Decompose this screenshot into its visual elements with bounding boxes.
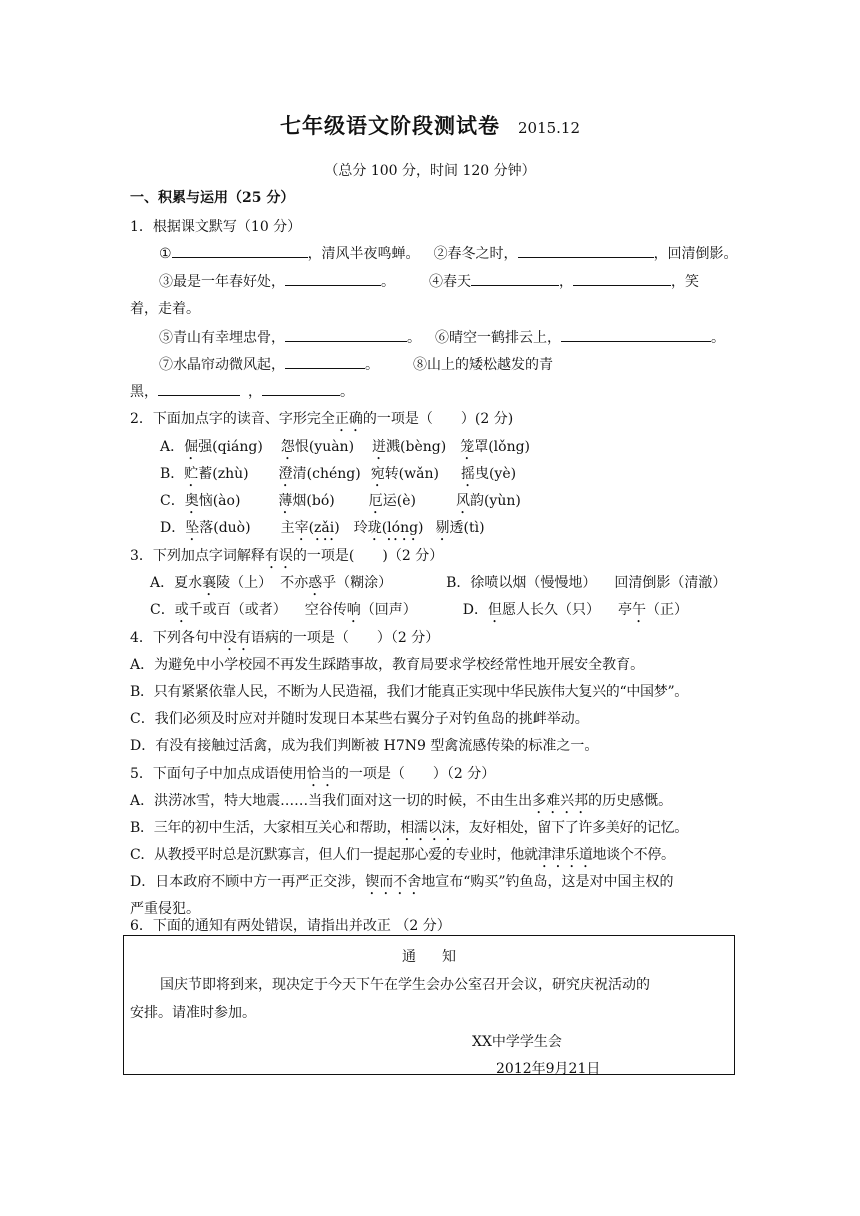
q4-stem-text: 语病的一项是（ ）（2 分）	[250, 630, 440, 646]
answer-blank[interactable]	[158, 381, 240, 396]
option-text: （回声）	[360, 602, 417, 618]
exam-date: 2015.12	[517, 119, 581, 137]
dotted-char: 剔	[435, 520, 450, 536]
option-text: 乎（糊涂）	[322, 575, 393, 591]
q5-option-d-cont: 严重侵犯。	[130, 901, 200, 917]
q2-stem-text: 的一项是（ ）(2 分)	[362, 411, 514, 427]
q3-option-b[interactable]	[446, 575, 726, 591]
option-text: C．从教授平时总是沉默寡言，但人们一提起那心爱的专业时，他就	[130, 847, 538, 863]
answer-blank[interactable]	[285, 271, 381, 286]
q1-text: ，	[559, 274, 573, 290]
option-text: B．徐喷以烟（	[446, 575, 541, 591]
answer-blank[interactable]	[573, 271, 671, 286]
notice-body-line-2: 安排。请准时参加。	[130, 1005, 256, 1021]
q5-stem-emphasis: 恰当	[306, 766, 335, 782]
dotted-char: 摇	[460, 466, 475, 482]
q1-text: ，	[248, 384, 262, 400]
q6-stem: 6．下面的通知有两处错误，请指出并改正 （2 分）	[130, 918, 451, 934]
dotted-char: 风	[455, 493, 470, 509]
dotted-char: 笼	[460, 439, 475, 455]
q2-option-a[interactable]	[160, 436, 530, 463]
dotted-char: 薄	[278, 493, 293, 509]
option-text: C．	[150, 602, 175, 618]
q1-text: ⑦水晶帘动微风起，	[159, 357, 285, 373]
notice-signature: XX中学学生会	[472, 1034, 562, 1050]
option-text: ，友好相处，留下了许多美好的记忆。	[455, 820, 689, 836]
option-text: 清(chéng)	[292, 466, 361, 482]
q1-text: 。	[711, 330, 725, 346]
q1-text: ，清风半夜鸣蝉。	[307, 246, 420, 262]
dotted-char: 奥	[184, 493, 199, 509]
q5-stem-text: 的一项是（ ）（2 分）	[334, 766, 496, 782]
option-text: （正）	[645, 602, 688, 618]
q3-stem	[130, 545, 443, 572]
q5-option-a[interactable]	[130, 790, 672, 817]
q1-text: ⑧山上的矮松越发的青	[413, 357, 553, 373]
q5-option-c[interactable]	[130, 844, 675, 871]
dotted-char: 宰(zǎi)	[294, 520, 340, 536]
q1-stem: 1．根据课文默写（10 分）	[130, 219, 302, 235]
dotted-char: 贮	[184, 466, 199, 482]
option-text: 曳(yè)	[474, 466, 517, 482]
dotted-char: 迸	[372, 439, 387, 455]
q4-stem-text: 4．下列各句中	[130, 630, 223, 646]
q1-line-2	[159, 271, 699, 291]
option-text: 慢慢地）	[540, 575, 597, 591]
dotted-char: 或	[174, 602, 189, 618]
dotted-idiom: 锲而不舍	[365, 874, 422, 890]
q4-stem	[130, 627, 439, 654]
option-text: 回清倒影（清澈）	[614, 575, 727, 591]
option-letter: D．	[160, 520, 186, 536]
title-row	[0, 110, 860, 140]
notice-date: 2012年9月21日	[496, 1061, 601, 1077]
option-text: 玲	[353, 520, 368, 536]
page-title: 七年级语文阶段测试卷	[279, 113, 500, 138]
dotted-char: 宛	[370, 466, 385, 482]
q1-text: 黑，	[130, 384, 158, 400]
q1-text: ④春天	[429, 274, 471, 290]
option-text: 落(duò)	[199, 520, 251, 536]
answer-blank[interactable]	[172, 243, 308, 258]
q4-option-c[interactable]: C．我们必须及时应对并随时发现日本某些右翼分子对钓鱼岛的挑衅举动。	[130, 711, 589, 727]
dotted-char: 澄	[278, 466, 293, 482]
option-text: 烟(bó)	[292, 493, 335, 509]
q2-option-c[interactable]	[160, 490, 521, 517]
answer-blank[interactable]	[561, 327, 711, 342]
q5-stem-text: 5．下面句子中加点成语使用	[130, 766, 307, 782]
dotted-char: 但	[487, 602, 502, 618]
answer-blank[interactable]	[285, 327, 407, 342]
dotted-char: 坠	[185, 520, 200, 536]
q4-option-b[interactable]: B．只有紧紧依靠人民，不断为人民造福，我们才能真正实现中华民族伟大复兴的“中国梦”。	[130, 684, 689, 700]
q3-stem-emphasis: 有误	[264, 548, 293, 564]
q1-text: 。	[365, 357, 379, 373]
q1-line-1	[159, 243, 738, 263]
q3-options-ab	[150, 572, 726, 599]
q1-text: ⑥晴空一鹤排云上，	[435, 330, 561, 346]
option-text: 强(qiáng)	[198, 439, 263, 455]
q1-text: ⑤青山有幸埋忠骨，	[159, 330, 285, 346]
answer-blank[interactable]	[285, 354, 365, 369]
option-text: 主	[280, 520, 295, 536]
q5-option-b[interactable]	[130, 817, 688, 844]
q4-option-d[interactable]: D．有没有接触过活禽，成为我们判断被 H7N9 型禽流感传染的标准之一。	[130, 738, 599, 754]
q3-stem-text: 3．下列加点字词解释	[130, 548, 265, 564]
q3-option-c[interactable]	[150, 602, 417, 618]
answer-blank[interactable]	[262, 381, 340, 396]
option-text: A．洪涝冰雪，特大地震……当我们面对这一切的时候，不由生出	[130, 793, 533, 809]
dotted-idiom: 相濡以沫	[400, 820, 456, 836]
q1-line-4	[159, 354, 553, 374]
notice-box	[123, 935, 735, 1075]
q1-text: ，回清倒影。	[653, 246, 738, 262]
q2-option-d[interactable]	[160, 517, 485, 544]
option-text: 运(è)	[382, 493, 416, 509]
q1-text: 。	[407, 330, 421, 346]
option-text: 透(tì)	[449, 520, 485, 536]
option-text: 的历史感慨。	[588, 793, 673, 809]
notice-title: 通知	[402, 949, 482, 965]
notice-body-line-1: 国庆节即将到来，现决定于今天下午在学生会办公室召开会议，研究庆祝活动的	[160, 977, 650, 993]
option-letter: C．	[160, 493, 185, 509]
dotted-char: 惑	[308, 575, 323, 591]
q5-option-d[interactable]	[130, 871, 674, 898]
option-text: 陵（上）	[216, 575, 273, 591]
option-text: 罩(lǒng)	[474, 439, 531, 455]
q1-text: ，笑	[671, 274, 699, 290]
option-text: 愿人长久（只）	[501, 602, 600, 618]
q1-line-2b: 着，走着。	[130, 301, 200, 317]
option-text: 地宣布“购买”钓鱼岛，这是对中国主权的	[421, 874, 674, 890]
option-text: D．日本政府不顾中方一再严正交涉，	[130, 874, 366, 890]
option-text: 蓄(zhù)	[198, 466, 249, 482]
q2-stem-emphasis: 正确	[334, 411, 363, 427]
dotted-char: 厄	[368, 493, 383, 509]
option-text: D．	[462, 602, 488, 618]
option-text: 溅(bèng)	[386, 439, 447, 455]
q2-stem	[130, 408, 513, 435]
option-letter: B．	[160, 466, 185, 482]
dotted-char: 午	[631, 602, 646, 618]
q1-line-5	[130, 381, 354, 401]
q1-line-3	[159, 327, 725, 347]
q1-text: 。	[340, 384, 354, 400]
q3-option-a[interactable]	[150, 575, 392, 591]
option-text: 千或百（或者）	[188, 602, 287, 618]
dotted-char: 响	[346, 602, 361, 618]
exam-subtitle: （总分 100 分，时间 120 分钟）	[324, 163, 536, 179]
dotted-char: 怨	[280, 439, 295, 455]
option-letter: A．	[160, 439, 185, 455]
option-text: 韵(yùn)	[469, 493, 521, 509]
q2-stem-text: 2．下面加点字的读音、字形完全	[130, 411, 335, 427]
option-text: 亭	[617, 602, 632, 618]
option-text: A．夏水	[150, 575, 203, 591]
q1-text: ②春冬之时，	[433, 246, 518, 262]
option-text: B．三年的初中生活，大家相互关心和帮助，	[130, 820, 401, 836]
option-text: 转(wǎn)	[384, 466, 439, 482]
dotted-char: 襄	[202, 575, 217, 591]
q4-stem-emphasis: 没有	[222, 630, 251, 646]
dotted-char: 珑(lóng)	[367, 520, 424, 536]
q1-text: ①	[159, 246, 172, 262]
option-text: 恼(ào)	[198, 493, 241, 509]
q3-stem-text: 的一项是( )（2 分）	[292, 548, 444, 564]
section-heading: 一、积累与运用（25 分）	[130, 190, 295, 206]
q3-option-d[interactable]	[463, 602, 688, 618]
option-text: 恨(yuàn)	[294, 439, 355, 455]
q5-stem	[130, 763, 495, 790]
answer-blank[interactable]	[471, 271, 559, 286]
option-text: 不亦	[280, 575, 309, 591]
dotted-idiom: 多难兴邦	[532, 793, 589, 809]
option-text: 空谷传	[304, 602, 347, 618]
dotted-char: 倔	[184, 439, 199, 455]
answer-blank[interactable]	[518, 243, 654, 258]
option-text: 地谈个不停。	[592, 847, 675, 863]
q1-text: 。	[381, 274, 395, 290]
dotted-idiom: 津津乐道	[537, 847, 593, 863]
q3-options-cd	[150, 599, 688, 626]
q2-option-b[interactable]	[160, 463, 516, 490]
q1-text: ③最是一年春好处，	[159, 274, 285, 290]
q4-option-a[interactable]: A．为避免中小学校园不再发生踩踏事故，教育局要求学校经常性地开展安全教育。	[130, 657, 645, 673]
